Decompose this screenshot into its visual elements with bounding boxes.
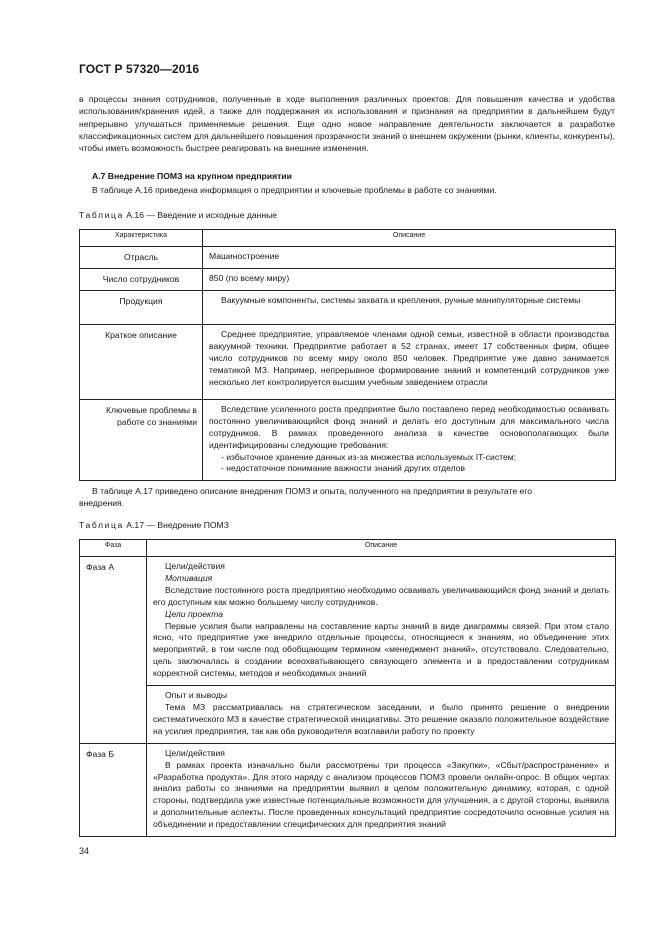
- phase-label: Фаза Б: [80, 743, 147, 836]
- table2-caption-rest: А.17 — Внедрение ПОМЗ: [126, 520, 229, 530]
- motivation-text: Вследствие постоянного роста предприятию необходимо осваивать увеличивающийся фонд знаний и делать его доступным как можно большему числу сотрудников.: [153, 584, 609, 607]
- row-text: [203, 290, 616, 324]
- phase-a-experience-cell: [147, 686, 616, 744]
- table-row: [80, 324, 616, 399]
- motivation-heading: Мотивация: [165, 572, 213, 583]
- phase-b-text: В рамках проекта изначально были рассмотрены три процесса «Закупки», «Сбыт/распространение» и «Разработка продукта». Для этого наряду с анализом процессов ПОМЗ провели онлайн-опрос. В общих чертах анализ работы со знаниями на предприятии выявил в целом положительную динамику, которая, с одной стороны, подтвердила уже известные потенциальные возможности для улучшения, а с другой стороны, выявила и дополнительные аспекты. После проведенных консультаций предприятие сосредоточило основные усилия на объединении и предоставлении специфических для предприятия знаний: [153, 759, 609, 830]
- row-paragraph: Среднее предприятие, управляемое членами одной семьи, известной в области производства вакуумной техники. Предприятие работает в 52 странах, имеет 17 собственных фирм, общее число сотрудников по всему миру около 850 человек. Предприятие уже давно занимается тематикой МЗ. Например, непрерывное формирование знаний и компетенций сотрудников уже несколько лет контролируется высшим учебным заведением отрасли: [209, 328, 609, 387]
- table-row: [80, 290, 616, 324]
- bullet-item: - избыточное хранение данных из-за множества используемых IT-систем;: [221, 451, 517, 462]
- table-header-row: [80, 540, 616, 557]
- goals-heading: Цели/действия: [165, 747, 225, 758]
- row-label: Продукция: [80, 290, 203, 324]
- row-paragraph: Вакуумные компоненты, системы захвата и крепления, ручные манипуляторные системы: [221, 294, 581, 305]
- table1-caption: [79, 210, 277, 220]
- phase-a-goals-cell: [147, 557, 616, 686]
- row-label: Ключевые проблемы в работе со знаниями: [80, 399, 203, 480]
- row-text: [203, 399, 616, 480]
- middle-paragraph: [79, 485, 616, 510]
- experience-text: Тема МЗ рассматривалась на стратегическом заседании, и было принято решение о внедрении систематического МЗ в качестве стратегической инициативы. Это решение оказало положительное воздействие на усилия предприятия, так как оба руководителя возглавили работу по проекту: [153, 701, 609, 736]
- row-paragraph: Вследствие усиленного роста предприятие было поставлено перед необходимостью осваивать постоянно увеличивающийся фонд знаний и делать его доступным для максимального числа сотрудников. В рамках проведенного анализа в качестве основополагающих были идентифицированы следующие требования:: [209, 403, 609, 450]
- bullet-item: - недостаточное понимание важности знаний других отделов: [221, 463, 466, 474]
- row-label: Краткое описание: [80, 324, 203, 399]
- table1-caption-rest: А.16 — Введение и исходные данные: [126, 210, 278, 220]
- row-label: Число сотрудников: [80, 269, 203, 291]
- table2-caption-prefix: Таблица: [79, 520, 124, 530]
- table-row: [80, 743, 616, 836]
- document-header: ГОСТ Р 57320—2016: [79, 62, 200, 76]
- row-text: [203, 324, 616, 399]
- middle-text: В таблице А.17 приведено описание внедрения ПОМЗ и опыта, полученного на предприятии в результате его: [92, 486, 533, 496]
- table-row: [80, 269, 616, 291]
- section-text: В таблице А.16 приведена информация о предприятии и ключевые проблемы в работе со знаниями.: [92, 185, 497, 195]
- project-goals-text: Первые усилия были направлены на составление карты знаний в виде диаграммы связей. При этом стало ясно, что предприятие уже внедрило отдельные процессы, относящиеся к знаниям, но объединение этих мероприятий, в том числе под обобщающим термином «менеджмент знаний», отсутствовало. Следовательно, цель заключалась в создании всеохватывающего связующего элемента и в предоставлении сотрудникам корректной системы, методов и необходимых знаний: [153, 620, 609, 679]
- table-row: [80, 247, 616, 269]
- row-text: 850 (по всему миру): [203, 269, 616, 291]
- table-row: [80, 399, 616, 480]
- table2-caption: [79, 520, 229, 530]
- phase-b-cell: [147, 743, 616, 836]
- experience-heading: Опыт и выводы: [165, 690, 228, 701]
- row-text: Машиностроение: [203, 247, 616, 269]
- table-row: [80, 557, 616, 686]
- table1-caption-prefix: Таблица: [79, 210, 124, 220]
- table-introduction: [79, 229, 616, 481]
- section-heading: А.7 Внедрение ПОМЗ на крупном предприятии: [92, 171, 292, 181]
- phase-label: Фаза А: [80, 557, 147, 744]
- page-number: 34: [79, 846, 90, 856]
- table-row: [80, 686, 616, 744]
- header-description: Описание: [203, 230, 616, 247]
- header-phase: Фаза: [80, 540, 147, 557]
- project-goals-heading: Цели проекта: [165, 608, 224, 619]
- goals-heading: Цели/действия: [165, 561, 225, 571]
- row-label: Отрасль: [80, 247, 203, 269]
- header-characteristic: Характеристика: [80, 230, 203, 247]
- middle-text-cont: внедрения.: [79, 498, 125, 509]
- intro-paragraph: в процессы знания сотрудников, полученные в ходе выполнения различных проектов. Для повышения качества и удобства использования/хранения идей, а также для поддержания их использования и признания на предприятии в дальнейшем будут непрерывно улучшаться применяемые решения. Еще одно новое направление деятельности заключается в разработке классификационных систем для дальнейшего повышения прозрачности знаний о внешнем окружении (рынки, клиенты, конкуренты), чтобы иметь возможность быстрее реагировать на внешние изменения.: [79, 94, 615, 154]
- table-header-row: [80, 230, 616, 247]
- table-implementation: [79, 539, 616, 837]
- header-description: Описание: [147, 540, 616, 557]
